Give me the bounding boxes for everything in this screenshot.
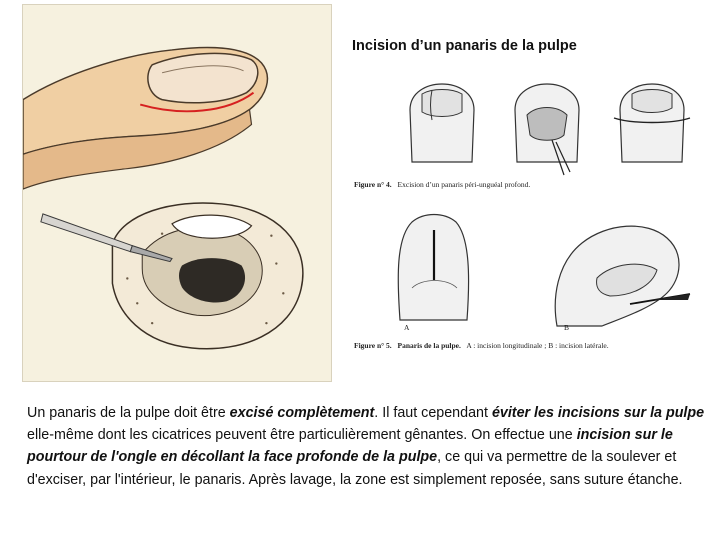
finger-drawing-b xyxy=(555,226,690,332)
finger-drawing-a xyxy=(398,215,468,333)
svg-text:Figure n° 5. Panaris de xyxy=(354,341,609,350)
figure-4 xyxy=(352,80,698,192)
body-text-3: elle-même dont les cicatrices peuvent être particulièrement gênantes. On effectue une xyxy=(27,427,577,444)
page-title: Incision d’un panaris de la pulpe xyxy=(352,38,577,54)
figure-4-caption: Excision d’un panaris péri-unguéal profond. xyxy=(397,180,531,189)
thumb-incision-illustration xyxy=(22,4,332,382)
body-emphasis-1: excisé complètement xyxy=(229,405,375,421)
body-text-4: , ce qui va permettre de la soulever et d'exciser, par l'intérieur, le panaris. Après lavage, la zone est simplement reposée, sans suture étanche. xyxy=(27,449,683,488)
body-paragraph xyxy=(27,402,707,491)
panel-a-label: A xyxy=(404,323,410,332)
figure-5-caption: A : incision longitudinale ; B : incision latérale. xyxy=(466,341,609,350)
body-text-1: Un panaris de la pulpe doit être xyxy=(27,405,230,421)
body-text-2: . Il faut cependant xyxy=(374,405,492,421)
figure-5-label: Figure n° 5. xyxy=(354,341,392,350)
body-emphasis-2: éviter les incisions sur la pulpe xyxy=(491,405,705,421)
finger-drawing-2 xyxy=(515,84,579,175)
figure-4-label: Figure n° 4. xyxy=(354,180,392,189)
body-emphasis-3: incision sur le pourtour de l'ongle en décollant la face profonde de la pulpe xyxy=(27,427,673,466)
svg-text:Figure n° 4. Excision d’ xyxy=(354,180,530,189)
finger-drawing-3 xyxy=(614,84,690,162)
figure-5-title: Panaris de la pulpe. xyxy=(397,341,461,350)
panel-b-label: B xyxy=(564,323,570,332)
finger-drawing-1 xyxy=(410,84,474,162)
figure-5 xyxy=(352,208,698,354)
